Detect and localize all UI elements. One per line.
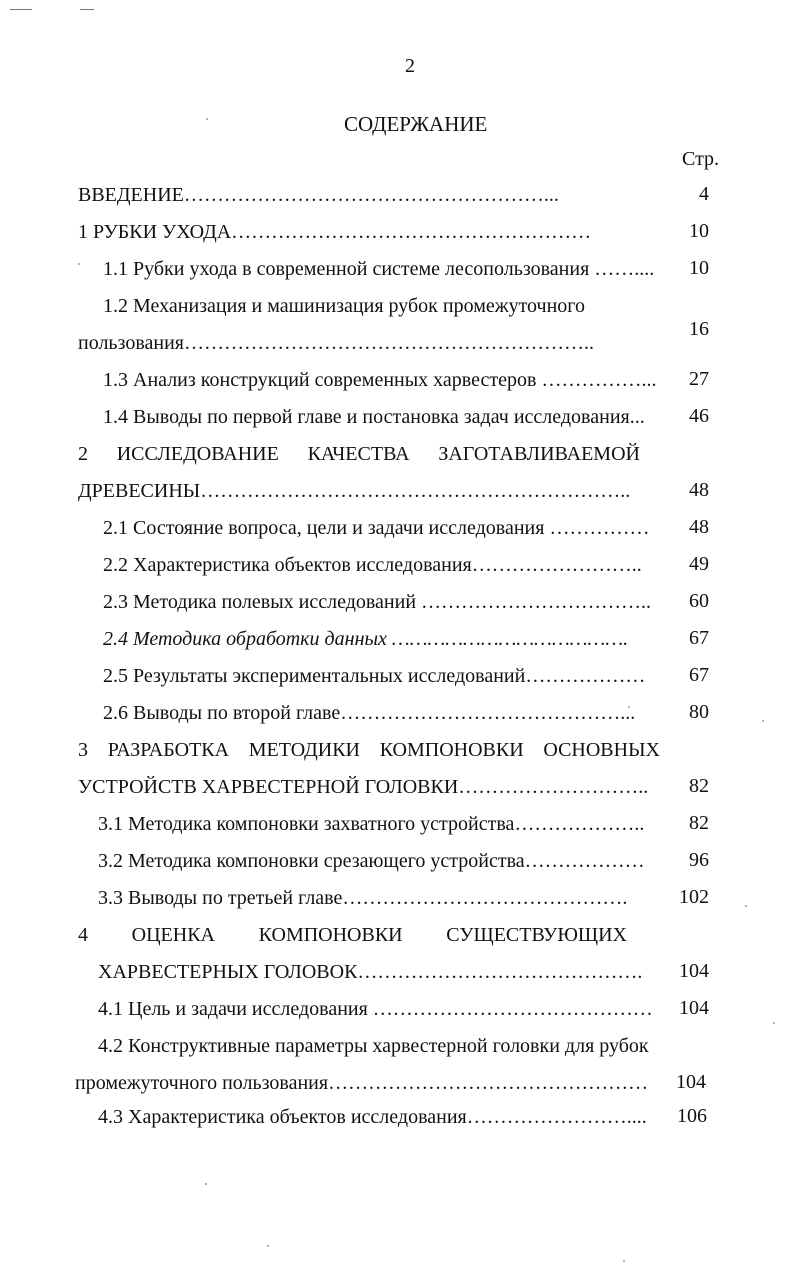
- toc-entry-text: пользования……………………………………………………..: [78, 332, 594, 354]
- toc-entry-page: 104: [676, 1071, 706, 1093]
- scan-speck: [206, 118, 208, 120]
- scan-speck: [773, 1022, 775, 1024]
- page-column-header: Стр.: [682, 148, 720, 170]
- toc-entry-text: 1.4 Выводы по первой главе и постановка задач исследования...: [103, 406, 645, 428]
- toc-heading-word: РАЗРАБОТКА: [107, 739, 230, 761]
- toc-entry-page: 67: [689, 627, 709, 649]
- toc-chapter-heading: [78, 442, 640, 466]
- toc-entry-page: 106: [677, 1105, 707, 1127]
- toc-entry-text: ВВЕДЕНИЕ………………………………………………...: [78, 184, 559, 206]
- scan-mark-left: [10, 9, 32, 10]
- toc-entry-page: 82: [689, 812, 709, 834]
- toc-entry-page: 48: [689, 479, 709, 501]
- toc-heading-word: 3: [78, 739, 88, 761]
- toc-heading-word: МЕТОДИКИ: [248, 739, 361, 761]
- page-title: СОДЕРЖАНИЕ: [344, 112, 488, 136]
- scan-speck: [205, 1183, 207, 1185]
- toc-entry-text: промежуточного пользования…………………………………………: [75, 1072, 649, 1094]
- toc-entry-text: ДРЕВЕСИНЫ………………………………………………………..: [78, 480, 631, 502]
- scan-speck: [762, 720, 764, 722]
- toc-entry-text: 1.2 Механизация и машинизация рубок промежуточного: [103, 295, 585, 317]
- toc-entry-page: 80: [689, 701, 709, 723]
- toc-entry-text: 3.3 Выводы по третьей главе…………………………………….: [98, 887, 628, 909]
- toc-entry-page: 10: [689, 257, 709, 279]
- scan-mark-right: [80, 9, 94, 10]
- toc-chapter-heading: [78, 923, 627, 947]
- toc-entry-text: 1.3 Анализ конструкций современных харвестеров ……………...: [103, 369, 657, 391]
- toc-heading-word: КАЧЕСТВА: [307, 443, 410, 465]
- scan-speck: [78, 263, 80, 265]
- toc-entry-page: 27: [689, 368, 709, 390]
- scan-speck: [623, 1260, 625, 1262]
- toc-entry-page: 102: [679, 886, 709, 908]
- toc-entry-text: 2.2 Характеристика объектов исследования……………………..: [103, 554, 642, 576]
- toc-entry-text: 3.1 Методика компоновки захватного устройства………………..: [98, 813, 645, 835]
- toc-entry-text: 4.1 Цель и задачи исследования ……………………………………: [98, 998, 653, 1020]
- toc-entry-text: 2.6 Выводы по второй главе……………………………………...: [103, 702, 636, 724]
- toc-entry-text: 2.4 Методика обработки данных ………………………………….: [103, 628, 629, 650]
- toc-entry-page: 49: [689, 553, 709, 575]
- toc-chapter-heading: [78, 738, 660, 762]
- toc-entry-page: 46: [689, 405, 709, 427]
- toc-entry-page: 60: [689, 590, 709, 612]
- scan-speck: [745, 905, 747, 907]
- toc-entry-page: 104: [679, 997, 709, 1019]
- toc-heading-word: СУЩЕСТВУЮЩИХ: [446, 924, 627, 946]
- toc-entry-text: ХАРВЕСТЕРНЫХ ГОЛОВОК…………………………………….: [98, 961, 643, 983]
- toc-entry-text: 4.3 Характеристика объектов исследования……………………....: [98, 1106, 647, 1128]
- toc-heading-word: 2: [78, 443, 88, 465]
- toc-heading-word: ИССЛЕДОВАНИЕ: [116, 443, 279, 465]
- toc-heading-word: ОЦЕНКА: [131, 924, 215, 946]
- toc-entry-text: 2.3 Методика полевых исследований ……………………………..: [103, 591, 652, 613]
- toc-entry-text: 3.2 Методика компоновки срезающего устройства………………: [98, 850, 645, 872]
- toc-entry-text: 2.1 Состояние вопроса, цели и задачи исследования ……………: [103, 517, 650, 539]
- toc-entry-page: 10: [689, 220, 709, 242]
- toc-entry-page: 104: [679, 960, 709, 982]
- toc-entry-text: 4.2 Конструктивные параметры харвестерной головки для рубок: [98, 1035, 649, 1057]
- toc-heading-word: ОСНОВНЫХ: [543, 739, 660, 761]
- toc-entry-page: 67: [689, 664, 709, 686]
- toc-entry-page: 16: [689, 318, 709, 340]
- toc-entry-text: 1.1 Рубки ухода в современной системе лесопользования ……....: [103, 258, 655, 280]
- toc-entry-text: 2.5 Результаты экспериментальных исследований………………: [103, 665, 646, 687]
- toc-entry-page: 82: [689, 775, 709, 797]
- toc-entry-page: 96: [689, 849, 709, 871]
- toc-heading-word: 4: [78, 924, 88, 946]
- scan-speck: [267, 1245, 269, 1247]
- toc-entry-text: 1 РУБКИ УХОДА………………………………………………: [78, 221, 592, 243]
- toc-entry-page: 48: [689, 516, 709, 538]
- page-number: 2: [405, 55, 415, 77]
- toc-heading-word: КОМПОНОВКИ: [379, 739, 524, 761]
- toc-entry-page: 4: [699, 183, 709, 205]
- toc-heading-word: ЗАГОТАВЛИВАЕМОЙ: [438, 443, 640, 465]
- toc-heading-word: КОМПОНОВКИ: [258, 924, 403, 946]
- toc-entry-text: УСТРОЙСТВ ХАРВЕСТЕРНОЙ ГОЛОВКИ………………………..: [78, 776, 649, 798]
